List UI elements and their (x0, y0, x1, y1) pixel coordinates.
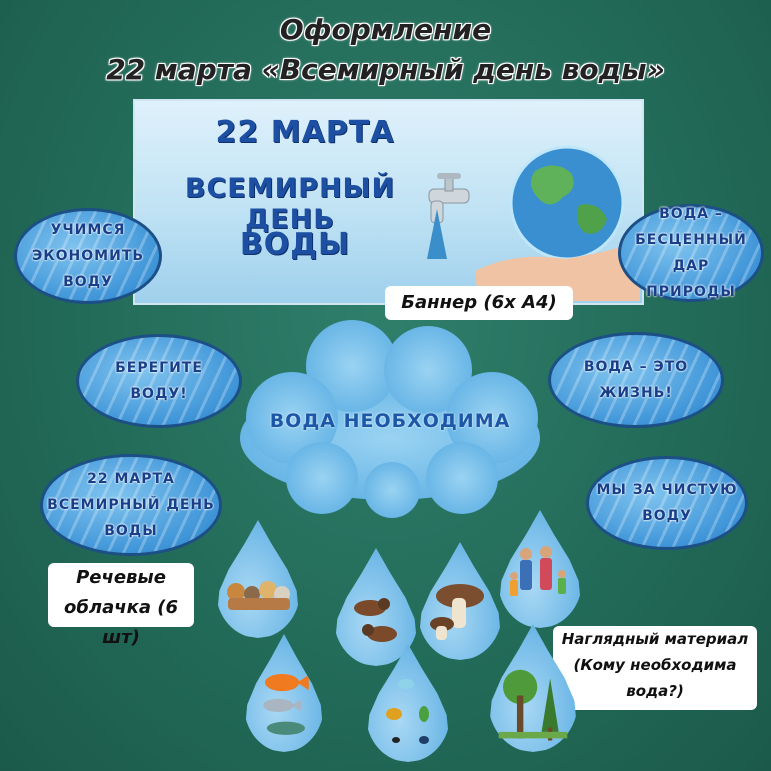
speech-label-line2: облачка (6 шт) (63, 597, 178, 648)
drop-family (498, 510, 582, 628)
banner-label: Баннер (6х А4) (385, 286, 573, 320)
speech-bubble-1-text: УЧИМСЯ ЭКОНОМИТЬ ВОДУ (31, 222, 145, 290)
banner-line3: ВОДЫ (239, 227, 351, 262)
banner-line2: ВСЕМИРНЫЙ ДЕНЬ (184, 173, 396, 235)
speech-bubble-4-text: ВОДА – ЭТО ЖИЗНЬ! (583, 359, 689, 401)
page-title-line2: 22 марта «Всемирный день воды» (106, 53, 665, 86)
birds-icon (334, 548, 418, 666)
visual-label-line2: (Кому необходима (573, 656, 737, 674)
drop-mushrooms (418, 542, 502, 660)
speech-bubble-6 (586, 456, 748, 550)
speech-bubble-1 (14, 208, 162, 304)
animals-icon (216, 520, 300, 638)
drop-fish (244, 634, 324, 752)
drop-birds (334, 548, 418, 666)
water-cloud (232, 318, 548, 518)
banner-line1: 22 МАРТА (215, 115, 395, 150)
speech-bubble-2 (618, 204, 764, 302)
speech-bubble-5 (40, 454, 222, 556)
mushrooms-icon (418, 542, 502, 660)
cloud-text: ВОДА НЕОБХОДИМА (269, 410, 511, 432)
globe-in-hand-icon (475, 141, 640, 301)
speech-bubbles-label (48, 563, 194, 648)
visual-label-line3: вода?) (626, 682, 684, 700)
speech-bubble-5-text: 22 МАРТА ВСЕМИРНЫЙ ДЕНЬ ВОДЫ (47, 471, 215, 539)
speech-bubble-2-text: ВОДА – БЕСЦЕННЫЙ ДАР ПРИРОДЫ (635, 206, 747, 300)
speech-bubble-6-text: МЫ ЗА ЧИСТУЮ ВОДУ (596, 482, 738, 524)
speech-bubble-3 (76, 334, 242, 428)
banner (133, 99, 644, 305)
visual-material-label (553, 626, 757, 710)
speech-label-line1: Речевые (76, 567, 166, 588)
speech-bubble-4 (548, 332, 724, 428)
fish-icon (244, 634, 324, 752)
drop-animals (216, 520, 300, 638)
family-icon (498, 510, 582, 628)
speech-bubble-3-text: БЕРЕГИТЕ ВОДУ! (115, 360, 203, 402)
page-title-line1: Оформление (279, 13, 492, 46)
visual-label-line1: Наглядный материал (561, 630, 749, 648)
